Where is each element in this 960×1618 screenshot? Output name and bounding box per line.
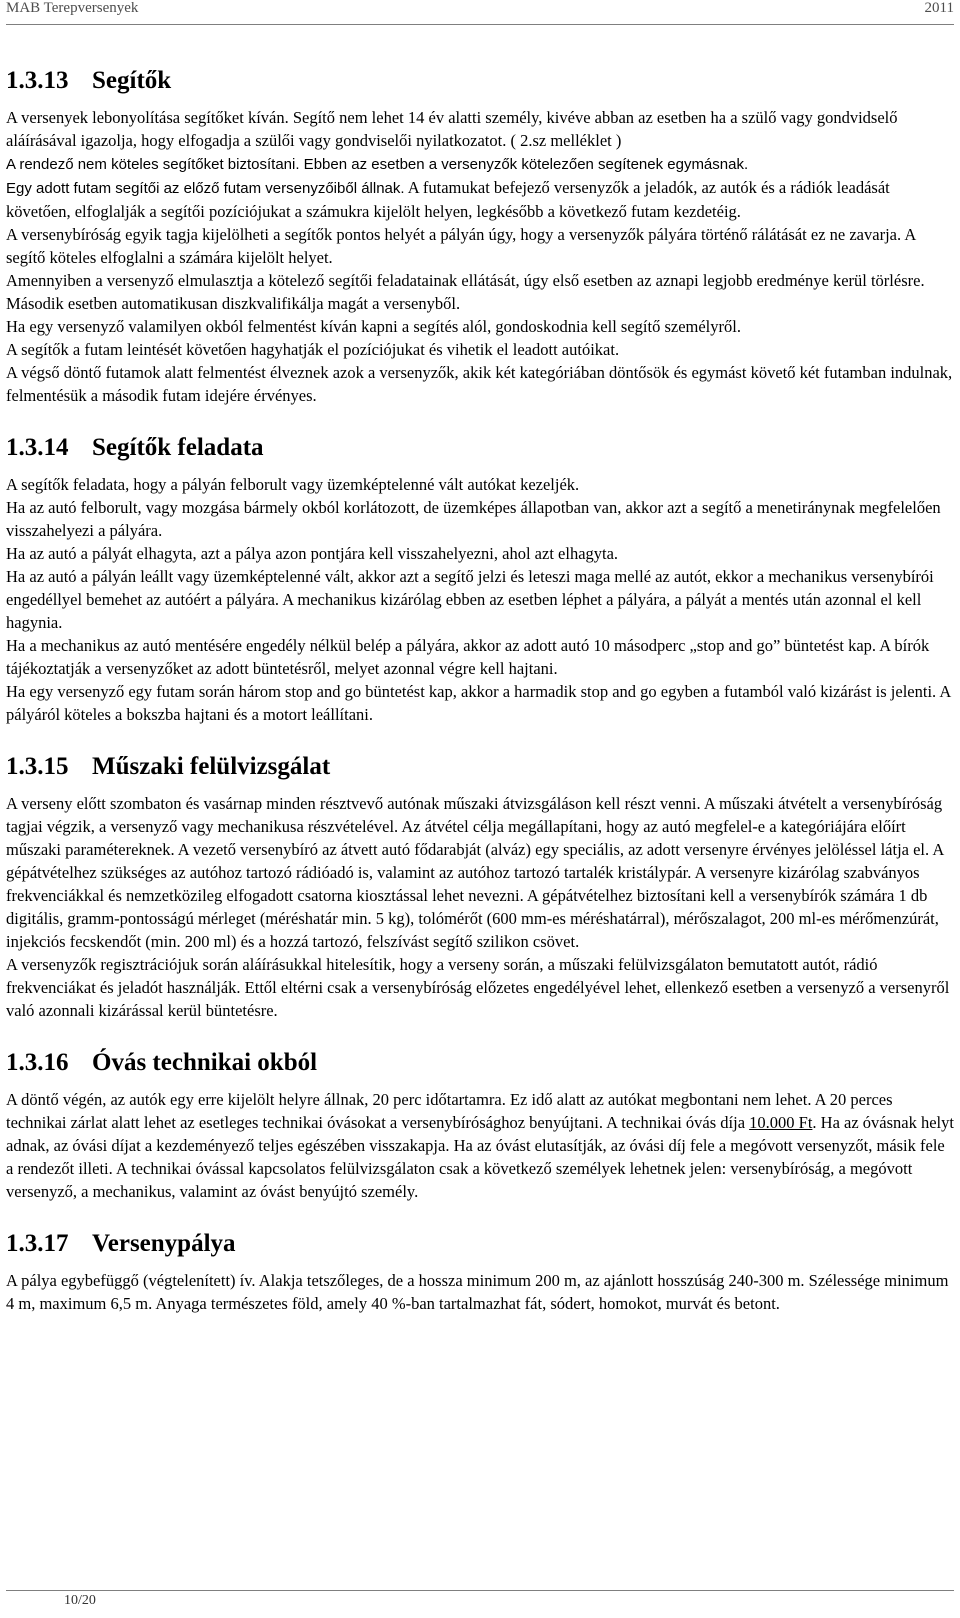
paragraph-sans-part: Ebben az esetben a versenyzők kötelezően segítenek egymásnak.	[299, 156, 749, 173]
paragraph: Ha az autó a pályát elhagyta, azt a pálya azon pontjára kell visszahelyezni, ahol azt elhagyta.	[6, 544, 619, 563]
section-title: Műszaki felülvizsgálat	[92, 753, 331, 780]
section-title: Segítők	[92, 67, 172, 94]
section-heading-muszaki-felulvizsgalat	[6, 752, 954, 782]
section-heading-segitok-feladata	[6, 433, 954, 463]
paragraph	[6, 176, 954, 223]
paragraph	[6, 152, 954, 176]
paragraph: Ha egy versenyző valamilyen okból felmentést kíván kapni a segítés alól, gondoskodnia kell segítő személyről.	[6, 317, 741, 336]
header-year: 2011	[924, 0, 954, 16]
paragraph: A végső döntő futamok alatt felmentést élveznek azok a versenyzők, akik két kategóriában döntősök és egymást követő két futamban indulnak, felmentésük a második futam idejére érvényes.	[6, 363, 953, 405]
paragraph: A versenyek lebonyolítása segítőket kíván. Segítő nem lehet 14 év alatti személy, kivéve abban az esetben ha a szülő vagy gondvidselő aláírásával igazolja, hogy elfogadja a szülői vagy gondviselői nyilatkozatot. ( 2.sz melléklet )	[6, 108, 898, 150]
section-number: 1.3.17	[6, 1230, 69, 1257]
paragraph: A versenyzők regisztrációjuk során aláírásukkal hitelesítik, hogy a verseny során, a műszaki felülvizsgálaton bemutatott autót, rádió frekvenciákat és jeladót használják. Ettől eltérni csak a versenybíróság előzetes engedélyével lehet, ellenkező esetben a versenyző a versenyről való azonnali kizárással kerül büntetésre.	[6, 955, 950, 1020]
section-heading-ovas-technikai-okbol	[6, 1048, 954, 1078]
page-footer	[6, 1590, 954, 1618]
section-title: Óvás technikai okból	[92, 1049, 318, 1076]
paragraph: Ha az autó a pályán leállt vagy üzemképtelenné vált, akkor azt a segítő jelzi és leteszi maga mellé az autót, ekkor a mechanikus versenybírói engedéllyel bemehet az autóért a pályára. A mechanikus kizárólag ebben az esetben léphet a pályára, a pályát a mentés után azonnal el kell hagynia.	[6, 567, 934, 632]
paragraph-sans-part: A rendező nem köteles segítőket biztosítani.	[6, 156, 300, 173]
section-number: 1.3.16	[6, 1049, 69, 1076]
paragraph: Amennyiben a versenyző elmulasztja a kötelező segítői feladatainak ellátását, úgy első esetben az aznapi legjobb eredménye kerül törlésre. Második esetben automatikusan diszkvalifikálja magát a versenyből.	[6, 271, 925, 313]
section-number: 1.3.14	[6, 434, 69, 461]
section-number: 1.3.13	[6, 67, 69, 94]
paragraph: A segítők feladata, hogy a pályán felborult vagy üzemképtelenné vált autókat kezeljék.	[6, 475, 580, 494]
paragraph: Ha a mechanikus az autó mentésére engedély nélkül belép a pályára, akkor az adott autó 10 másodperc „stop and go” büntetést kap. A bírók tájékoztatják a versenyzőket az adott büntetésről, melyet azonnal végre kell hajtani.	[6, 636, 930, 678]
paragraph: Ha az autó felborult, vagy mozgása bármely okból korlátozott, de üzemképes állapotban van, akkor azt a segítő a menetiránynak megfelelően visszahelyezi a pályára.	[6, 498, 941, 540]
paragraph: A pálya egybefüggő (végtelenített) ív. Alakja tetszőleges, de a hossza minimum 200 m, az ajánlott hosszúság 240-300 m. Szélessége minimum 4 m, maximum 6,5 m. Anyaga természetes föld, amely 40 %-ban tartalmazhat fát, sódert, homokot, murvát és betont.	[6, 1271, 949, 1313]
paragraph: A segítők a futam leintését követően hagyhatják el pozíciójukat és vihetik el leadott autóikat.	[6, 340, 620, 359]
paragraph: Ha egy versenyző egy futam során három stop and go büntetést kap, akkor a harmadik stop and go egyben a futamból való kizárást is jelenti. A pályáról köteles a bokszba hajtani és a motort leállítani.	[6, 682, 951, 724]
paragraph-part: . Ha az óvásnak helyt adnak, az óvási díjat a kezdeményező teljes egészében visszakapja. Ha az óvást elutasítják, az óvási díj fele a megóvott versenyzőt, másik fele a rendezőt illeti. A technikai óvással kapcsolatos felülvizsgálaton csak a következő személyek lehetnek jelen: versenybíróság, a megóvott versenyző, a mechanikus, valamint az óvást benyújtó személy.	[6, 1113, 954, 1201]
header-title: MAB Terepversenyek	[6, 0, 139, 16]
paragraph-sans-part: Egy adott futam segítői az előző futam versenyzőiből állnak.	[6, 180, 405, 197]
paragraph-part: A futamukat befejező versenyzők a jeladók, az autók és a rádiók leadását követően, elfoglalják a segítői pozíciójukat a számukra kijelölt helyen, legkésőbb a következő futam kezdetéig.	[6, 178, 890, 221]
document-body	[6, 66, 954, 1315]
section-number: 1.3.15	[6, 753, 69, 780]
section-title: Versenypálya	[92, 1230, 236, 1257]
paragraph-part: A döntő végén, az autók egy erre kijelölt helyre állnak, 20 perc időtartamra. Ez idő alatt az autókat megbontani nem lehet. A 20 perces technikai zárlat alatt lehet az esetleges technikai óvásokat a versenybírósághoz benyújtani. A technikai óvás díja	[6, 1090, 893, 1132]
paragraph: A versenybíróság egyik tagja kijelölheti a segítők pontos helyét a pályán úgy, hogy a versenyzők pályára történő rálátását ez ne zavarja. A segítő köteles elfoglalni a számára kijelölt helyet.	[6, 225, 916, 267]
section-heading-versenypalya	[6, 1229, 954, 1259]
page-number: 10/20	[64, 1593, 96, 1608]
page-header	[6, 0, 954, 25]
section-heading-segitok	[6, 66, 954, 96]
protest-fee: 10.000 Ft	[749, 1113, 813, 1132]
section-title: Segítők feladata	[92, 434, 264, 461]
paragraph: A verseny előtt szombaton és vasárnap minden résztvevő autónak műszaki átvizsgáláson kell részt venni. A műszaki átvételt a versenybíróság tagjai végzik, a versenyző vagy mechanikusa részvételével. Az átvétel célja megállapítani, hogy az autó megfelel-e a kategóriájára előírt műszaki paramétereknek. A vezető versenybíró az átvett autó fődarabját (alváz) egy speciális, az adott versenyre érvényes jelöléssel látja el. A gépátvételhez szükséges az autóhoz tartozó rádióadó is, valamint az autóhoz tartozó tartalék kristálypár. A versenyre kizárólag szabványos frekvenciákkal és nemzetközileg elfogadott csatorna kiosztással lehet nevezni. A gépátvételhez biztosítani kell a versenybírók számára 1 db digitális, gramm-pontosságú mérleget (méréshatár min. 5 kg), tolómérőt (600 mm-es méréshatárral), mérőszalagot, 200 ml-es mérőmenzúrát, injekciós fecskendőt (min. 200 ml) és a hozzá tartozó, felszívást segítő szilikon csövet.	[6, 794, 944, 951]
paragraph	[6, 1088, 954, 1203]
